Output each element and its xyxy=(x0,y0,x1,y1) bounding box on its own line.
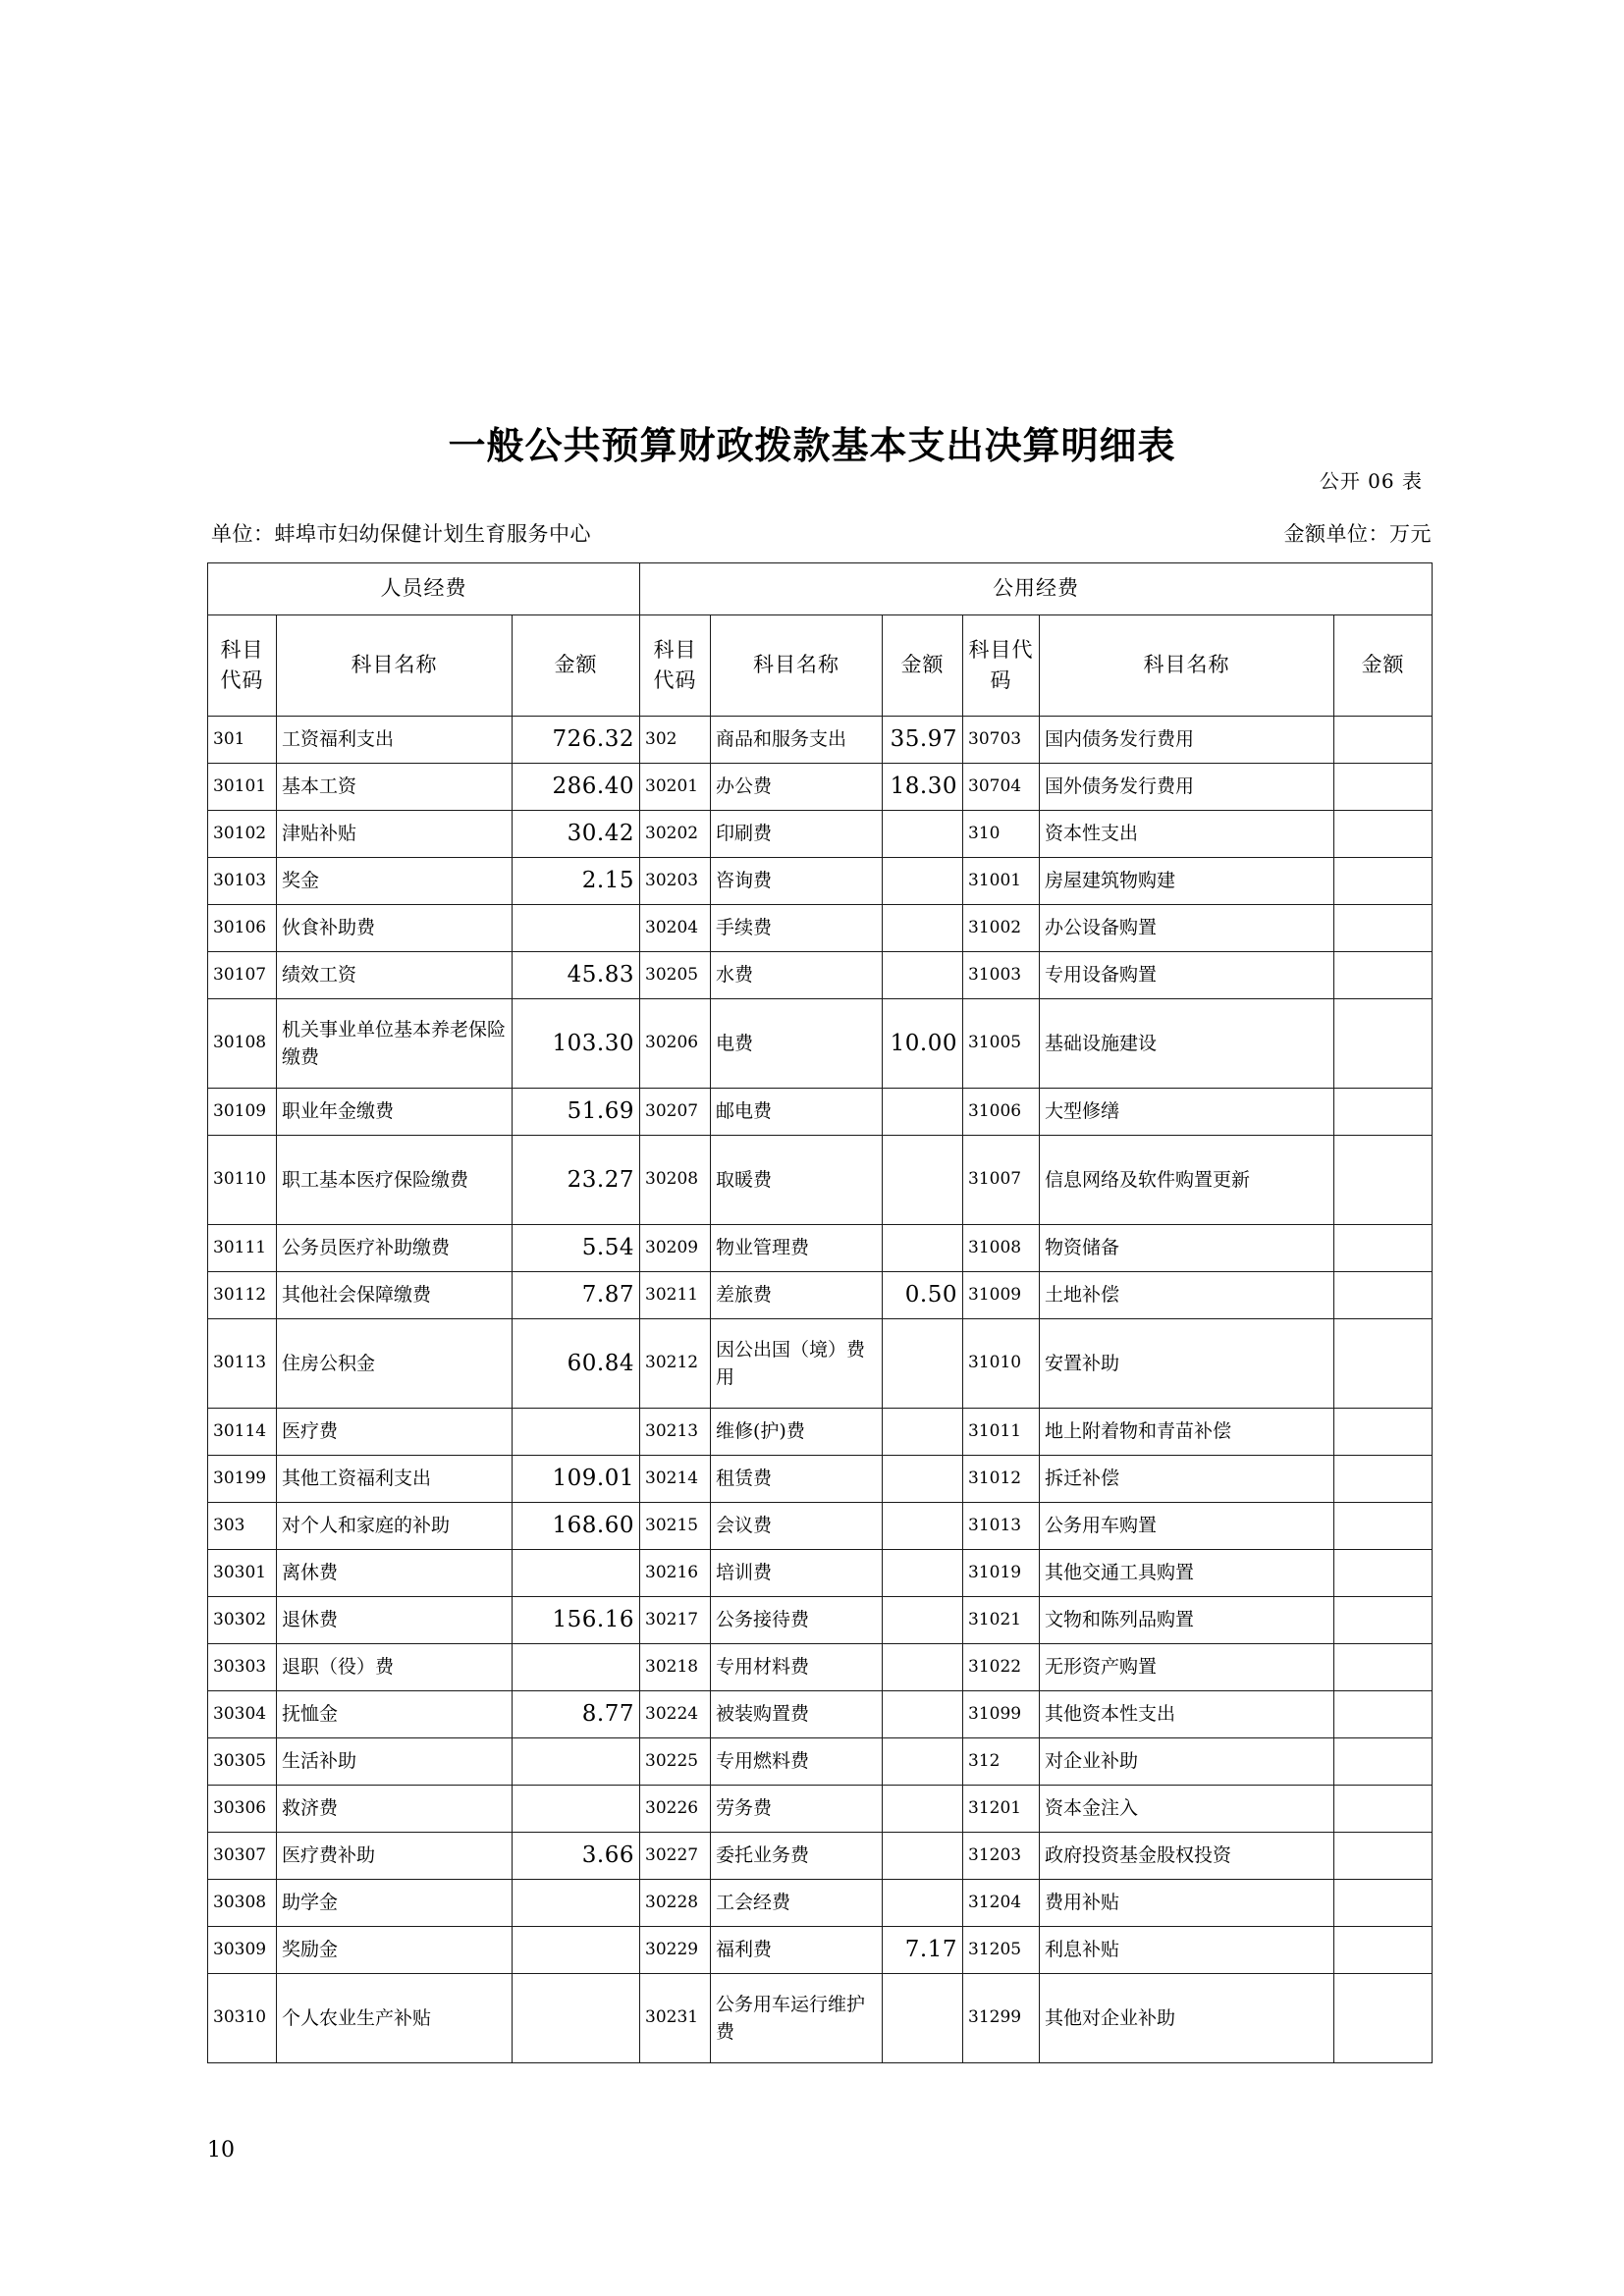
cell-personnel-amount xyxy=(513,1644,640,1691)
cell-capital-name: 费用补贴 xyxy=(1040,1880,1334,1927)
cell-capital-amount xyxy=(1334,1272,1433,1319)
cell-public-name: 专用燃料费 xyxy=(711,1738,883,1786)
page-title: 一般公共预算财政拨款基本支出决算明细表 xyxy=(448,424,1176,468)
cell-personnel-code: 30308 xyxy=(208,1880,277,1927)
table-row xyxy=(208,1089,1433,1136)
table-row xyxy=(208,1136,1433,1225)
cell-public-code: 30209 xyxy=(640,1225,711,1272)
cell-personnel-amount: 8.77 xyxy=(513,1691,640,1738)
cell-personnel-code: 30303 xyxy=(208,1644,277,1691)
cell-capital-code: 31022 xyxy=(963,1644,1040,1691)
cell-personnel-amount xyxy=(513,1409,640,1456)
cell-public-amount xyxy=(883,1786,963,1833)
cell-capital-code: 31019 xyxy=(963,1550,1040,1597)
cell-personnel-name: 其他工资福利支出 xyxy=(277,1456,513,1503)
cell-public-code: 30216 xyxy=(640,1550,711,1597)
cell-personnel-code: 30108 xyxy=(208,999,277,1089)
cell-capital-amount xyxy=(1334,1456,1433,1503)
table-row xyxy=(208,1691,1433,1738)
cell-capital-code: 31007 xyxy=(963,1136,1040,1225)
table-row xyxy=(208,764,1433,811)
cell-public-name: 咨询费 xyxy=(711,858,883,905)
cell-personnel-amount xyxy=(513,1927,640,1974)
cell-public-amount: 0.50 xyxy=(883,1272,963,1319)
cell-personnel-amount: 286.40 xyxy=(513,764,640,811)
cell-capital-code: 31006 xyxy=(963,1089,1040,1136)
cell-personnel-amount: 156.16 xyxy=(513,1597,640,1644)
cell-capital-amount xyxy=(1334,858,1433,905)
cell-public-name: 委托业务费 xyxy=(711,1833,883,1880)
cell-capital-amount xyxy=(1334,952,1433,999)
cell-capital-code: 30704 xyxy=(963,764,1040,811)
cell-capital-name: 大型修缮 xyxy=(1040,1089,1334,1136)
cell-public-name: 劳务费 xyxy=(711,1786,883,1833)
cell-personnel-amount: 60.84 xyxy=(513,1319,640,1409)
cell-personnel-amount: 3.66 xyxy=(513,1833,640,1880)
cell-capital-name: 地上附着物和青苗补偿 xyxy=(1040,1409,1334,1456)
cell-personnel-name: 伙食补助费 xyxy=(277,905,513,952)
cell-public-name: 电费 xyxy=(711,999,883,1089)
cell-public-amount: 10.00 xyxy=(883,999,963,1089)
cell-public-amount xyxy=(883,1974,963,2063)
cell-personnel-name: 职业年金缴费 xyxy=(277,1089,513,1136)
cell-capital-name: 安置补助 xyxy=(1040,1319,1334,1409)
table-row xyxy=(208,1456,1433,1503)
cell-personnel-amount xyxy=(513,1550,640,1597)
cell-capital-code: 31204 xyxy=(963,1880,1040,1927)
cell-capital-name: 其他资本性支出 xyxy=(1040,1691,1334,1738)
cell-capital-name: 办公设备购置 xyxy=(1040,905,1334,952)
cell-personnel-name: 医疗费 xyxy=(277,1409,513,1456)
unit-label: 单位：蚌埠市妇幼保健计划生育服务中心 xyxy=(211,522,591,546)
cell-capital-name: 基础设施建设 xyxy=(1040,999,1334,1089)
cell-capital-amount xyxy=(1334,1691,1433,1738)
cell-personnel-code: 30103 xyxy=(208,858,277,905)
cell-personnel-amount xyxy=(513,905,640,952)
column-header-amount-3: 金额 xyxy=(1334,615,1433,717)
cell-personnel-code: 30304 xyxy=(208,1691,277,1738)
group-header-public: 公用经费 xyxy=(640,563,1433,615)
cell-public-amount xyxy=(883,1409,963,1456)
cell-capital-name: 资本金注入 xyxy=(1040,1786,1334,1833)
cell-personnel-code: 30306 xyxy=(208,1786,277,1833)
cell-capital-amount xyxy=(1334,1550,1433,1597)
cell-capital-amount xyxy=(1334,1880,1433,1927)
cell-capital-code: 31009 xyxy=(963,1272,1040,1319)
cell-public-amount xyxy=(883,952,963,999)
cell-capital-name: 利息补贴 xyxy=(1040,1927,1334,1974)
cell-personnel-name: 基本工资 xyxy=(277,764,513,811)
cell-personnel-code: 30114 xyxy=(208,1409,277,1456)
cell-public-code: 30212 xyxy=(640,1319,711,1409)
cell-capital-name: 其他交通工具购置 xyxy=(1040,1550,1334,1597)
table-head xyxy=(208,563,1433,717)
cell-personnel-name: 退职（役）费 xyxy=(277,1644,513,1691)
cell-personnel-code: 30113 xyxy=(208,1319,277,1409)
cell-capital-amount xyxy=(1334,1089,1433,1136)
cell-public-name: 工会经费 xyxy=(711,1880,883,1927)
table-row xyxy=(208,858,1433,905)
cell-personnel-name: 生活补助 xyxy=(277,1738,513,1786)
cell-capital-amount xyxy=(1334,1644,1433,1691)
cell-capital-code: 31013 xyxy=(963,1503,1040,1550)
cell-personnel-name: 退休费 xyxy=(277,1597,513,1644)
cell-capital-code: 312 xyxy=(963,1738,1040,1786)
cell-personnel-amount: 51.69 xyxy=(513,1089,640,1136)
column-header-amount-1: 金额 xyxy=(513,615,640,717)
cell-public-code: 30228 xyxy=(640,1880,711,1927)
cell-personnel-code: 30110 xyxy=(208,1136,277,1225)
cell-capital-code: 310 xyxy=(963,811,1040,858)
cell-public-name: 公务用车运行维护费 xyxy=(711,1974,883,2063)
cell-public-code: 30205 xyxy=(640,952,711,999)
cell-public-amount xyxy=(883,1550,963,1597)
cell-personnel-name: 个人农业生产补贴 xyxy=(277,1974,513,2063)
cell-capital-code: 31099 xyxy=(963,1691,1040,1738)
cell-capital-amount xyxy=(1334,1597,1433,1644)
cell-public-code: 30227 xyxy=(640,1833,711,1880)
cell-personnel-code: 301 xyxy=(208,717,277,764)
table-row xyxy=(208,1738,1433,1786)
table-row xyxy=(208,1225,1433,1272)
cell-capital-amount xyxy=(1334,717,1433,764)
table-row xyxy=(208,1550,1433,1597)
cell-capital-name: 拆迁补偿 xyxy=(1040,1456,1334,1503)
table-row xyxy=(208,999,1433,1089)
cell-capital-name: 政府投资基金股权投资 xyxy=(1040,1833,1334,1880)
cell-public-amount xyxy=(883,1319,963,1409)
column-header-name-3: 科目名称 xyxy=(1040,615,1334,717)
column-header-amount-2: 金额 xyxy=(883,615,963,717)
cell-personnel-amount: 168.60 xyxy=(513,1503,640,1550)
cell-capital-name: 无形资产购置 xyxy=(1040,1644,1334,1691)
cell-personnel-code: 30102 xyxy=(208,811,277,858)
cell-public-name: 福利费 xyxy=(711,1927,883,1974)
column-header-name-1: 科目名称 xyxy=(277,615,513,717)
cell-public-amount: 35.97 xyxy=(883,717,963,764)
cell-personnel-code: 30305 xyxy=(208,1738,277,1786)
cell-capital-name: 其他对企业补助 xyxy=(1040,1974,1334,2063)
cell-public-code: 30224 xyxy=(640,1691,711,1738)
cell-capital-amount xyxy=(1334,1738,1433,1786)
cell-capital-code: 31010 xyxy=(963,1319,1040,1409)
table-row xyxy=(208,1597,1433,1644)
cell-public-name: 被装购置费 xyxy=(711,1691,883,1738)
cell-personnel-name: 奖金 xyxy=(277,858,513,905)
cell-personnel-amount: 103.30 xyxy=(513,999,640,1089)
cell-personnel-amount: 2.15 xyxy=(513,858,640,905)
cell-capital-name: 房屋建筑物购建 xyxy=(1040,858,1334,905)
cell-public-code: 30203 xyxy=(640,858,711,905)
cell-public-amount xyxy=(883,1833,963,1880)
cell-personnel-code: 30301 xyxy=(208,1550,277,1597)
group-header-row xyxy=(208,563,1433,615)
cell-personnel-code: 30112 xyxy=(208,1272,277,1319)
cell-capital-name: 公务用车购置 xyxy=(1040,1503,1334,1550)
cell-personnel-name: 奖励金 xyxy=(277,1927,513,1974)
table-row xyxy=(208,1319,1433,1409)
cell-capital-name: 国内债务发行费用 xyxy=(1040,717,1334,764)
cell-personnel-name: 医疗费补助 xyxy=(277,1833,513,1880)
budget-table xyxy=(207,562,1433,2063)
cell-public-code: 30231 xyxy=(640,1974,711,2063)
cell-public-amount xyxy=(883,1738,963,1786)
cell-public-name: 办公费 xyxy=(711,764,883,811)
column-header-code-1: 科目代码 xyxy=(208,615,277,717)
cell-personnel-code: 30310 xyxy=(208,1974,277,2063)
cell-public-name: 租赁费 xyxy=(711,1456,883,1503)
cell-capital-amount xyxy=(1334,1833,1433,1880)
table-row xyxy=(208,1644,1433,1691)
table-body xyxy=(208,717,1433,2063)
cell-capital-code: 31008 xyxy=(963,1225,1040,1272)
cell-public-name: 印刷费 xyxy=(711,811,883,858)
cell-public-code: 30204 xyxy=(640,905,711,952)
cell-public-code: 30207 xyxy=(640,1089,711,1136)
cell-public-code: 30225 xyxy=(640,1738,711,1786)
cell-public-name: 因公出国（境）费用 xyxy=(711,1319,883,1409)
cell-capital-name: 物资储备 xyxy=(1040,1225,1334,1272)
cell-personnel-code: 30309 xyxy=(208,1927,277,1974)
cell-personnel-name: 机关事业单位基本养老保险缴费 xyxy=(277,999,513,1089)
cell-personnel-code: 30109 xyxy=(208,1089,277,1136)
cell-personnel-name: 离休费 xyxy=(277,1550,513,1597)
cell-public-code: 30208 xyxy=(640,1136,711,1225)
cell-personnel-name: 助学金 xyxy=(277,1880,513,1927)
cell-public-amount xyxy=(883,1691,963,1738)
cell-personnel-amount xyxy=(513,1974,640,2063)
cell-public-name: 商品和服务支出 xyxy=(711,717,883,764)
cell-capital-code: 31002 xyxy=(963,905,1040,952)
cell-capital-amount xyxy=(1334,1786,1433,1833)
cell-personnel-name: 津贴补贴 xyxy=(277,811,513,858)
column-header-name-2: 科目名称 xyxy=(711,615,883,717)
column-header-code-2: 科目代码 xyxy=(640,615,711,717)
cell-public-code: 30215 xyxy=(640,1503,711,1550)
cell-public-amount: 18.30 xyxy=(883,764,963,811)
cell-personnel-name: 抚恤金 xyxy=(277,1691,513,1738)
cell-public-amount xyxy=(883,811,963,858)
page-number: 10 xyxy=(207,2138,235,2163)
cell-personnel-amount: 23.27 xyxy=(513,1136,640,1225)
cell-public-amount xyxy=(883,1225,963,1272)
cell-capital-name: 国外债务发行费用 xyxy=(1040,764,1334,811)
cell-personnel-code: 30199 xyxy=(208,1456,277,1503)
cell-public-code: 30217 xyxy=(640,1597,711,1644)
cell-personnel-name: 救济费 xyxy=(277,1786,513,1833)
cell-capital-name: 文物和陈列品购置 xyxy=(1040,1597,1334,1644)
cell-capital-code: 31203 xyxy=(963,1833,1040,1880)
cell-capital-name: 专用设备购置 xyxy=(1040,952,1334,999)
table-row xyxy=(208,1880,1433,1927)
cell-capital-amount xyxy=(1334,1225,1433,1272)
cell-personnel-code: 30101 xyxy=(208,764,277,811)
cell-public-code: 30213 xyxy=(640,1409,711,1456)
cell-capital-amount xyxy=(1334,905,1433,952)
cell-public-amount xyxy=(883,858,963,905)
cell-personnel-name: 职工基本医疗保险缴费 xyxy=(277,1136,513,1225)
cell-capital-code: 31005 xyxy=(963,999,1040,1089)
cell-public-code: 30211 xyxy=(640,1272,711,1319)
cell-personnel-code: 30302 xyxy=(208,1597,277,1644)
column-header-row xyxy=(208,615,1433,717)
cell-public-amount xyxy=(883,1456,963,1503)
table-row xyxy=(208,1409,1433,1456)
cell-public-code: 30226 xyxy=(640,1786,711,1833)
table-row xyxy=(208,952,1433,999)
cell-capital-name: 对企业补助 xyxy=(1040,1738,1334,1786)
cell-personnel-amount xyxy=(513,1786,640,1833)
cell-capital-code: 30703 xyxy=(963,717,1040,764)
table-row xyxy=(208,1272,1433,1319)
cell-public-code: 302 xyxy=(640,717,711,764)
cell-public-amount xyxy=(883,1597,963,1644)
cell-public-name: 物业管理费 xyxy=(711,1225,883,1272)
cell-capital-amount xyxy=(1334,1136,1433,1225)
cell-personnel-amount: 726.32 xyxy=(513,717,640,764)
cell-personnel-name: 绩效工资 xyxy=(277,952,513,999)
cell-capital-amount xyxy=(1334,811,1433,858)
table-row xyxy=(208,1927,1433,1974)
cell-personnel-amount xyxy=(513,1738,640,1786)
cell-personnel-name: 住房公积金 xyxy=(277,1319,513,1409)
cell-personnel-amount: 45.83 xyxy=(513,952,640,999)
cell-capital-amount xyxy=(1334,1319,1433,1409)
table-row xyxy=(208,717,1433,764)
cell-public-name: 会议费 xyxy=(711,1503,883,1550)
cell-public-amount: 7.17 xyxy=(883,1927,963,1974)
cell-capital-code: 31012 xyxy=(963,1456,1040,1503)
cell-personnel-code: 30307 xyxy=(208,1833,277,1880)
cell-capital-code: 31003 xyxy=(963,952,1040,999)
cell-capital-code: 31011 xyxy=(963,1409,1040,1456)
cell-public-code: 30201 xyxy=(640,764,711,811)
cell-public-amount xyxy=(883,1644,963,1691)
column-header-code-3: 科目代码 xyxy=(963,615,1040,717)
cell-capital-code: 31021 xyxy=(963,1597,1040,1644)
table-row xyxy=(208,1974,1433,2063)
table-row xyxy=(208,1503,1433,1550)
cell-capital-code: 31001 xyxy=(963,858,1040,905)
cell-personnel-code: 30107 xyxy=(208,952,277,999)
cell-personnel-code: 30106 xyxy=(208,905,277,952)
cell-personnel-amount xyxy=(513,1880,640,1927)
cell-personnel-amount: 7.87 xyxy=(513,1272,640,1319)
cell-public-code: 30202 xyxy=(640,811,711,858)
cell-public-amount xyxy=(883,905,963,952)
cell-capital-code: 31299 xyxy=(963,1974,1040,2063)
cell-public-amount xyxy=(883,1136,963,1225)
meta-row xyxy=(211,518,1432,548)
group-header-personnel: 人员经费 xyxy=(208,563,640,615)
cell-public-name: 专用材料费 xyxy=(711,1644,883,1691)
budget-table-container xyxy=(207,562,1432,2063)
cell-personnel-name: 其他社会保障缴费 xyxy=(277,1272,513,1319)
cell-public-code: 30218 xyxy=(640,1644,711,1691)
table-row xyxy=(208,1786,1433,1833)
cell-public-amount xyxy=(883,1503,963,1550)
table-row xyxy=(208,811,1433,858)
cell-public-name: 取暖费 xyxy=(711,1136,883,1225)
cell-capital-name: 土地补偿 xyxy=(1040,1272,1334,1319)
cell-public-code: 30229 xyxy=(640,1927,711,1974)
cell-capital-amount xyxy=(1334,1409,1433,1456)
cell-personnel-code: 30111 xyxy=(208,1225,277,1272)
cell-personnel-amount: 30.42 xyxy=(513,811,640,858)
cell-personnel-name: 工资福利支出 xyxy=(277,717,513,764)
cell-public-amount xyxy=(883,1880,963,1927)
cell-public-name: 公务接待费 xyxy=(711,1597,883,1644)
cell-personnel-amount: 109.01 xyxy=(513,1456,640,1503)
cell-capital-amount xyxy=(1334,1974,1433,2063)
cell-capital-amount xyxy=(1334,1503,1433,1550)
cell-personnel-name: 对个人和家庭的补助 xyxy=(277,1503,513,1550)
cell-capital-amount xyxy=(1334,764,1433,811)
cell-personnel-name: 公务员医疗补助缴费 xyxy=(277,1225,513,1272)
cell-capital-code: 31205 xyxy=(963,1927,1040,1974)
cell-public-name: 培训费 xyxy=(711,1550,883,1597)
cell-public-name: 维修(护)费 xyxy=(711,1409,883,1456)
cell-public-name: 手续费 xyxy=(711,905,883,952)
table-row xyxy=(208,905,1433,952)
table-row xyxy=(208,1833,1433,1880)
cell-capital-name: 信息网络及软件购置更新 xyxy=(1040,1136,1334,1225)
cell-personnel-code: 303 xyxy=(208,1503,277,1550)
cell-public-amount xyxy=(883,1089,963,1136)
amount-unit-label: 金额单位：万元 xyxy=(1283,522,1432,546)
cell-public-name: 差旅费 xyxy=(711,1272,883,1319)
cell-public-name: 水费 xyxy=(711,952,883,999)
cell-capital-amount xyxy=(1334,1927,1433,1974)
form-number-label: 公开 06 表 xyxy=(1319,469,1423,493)
cell-public-code: 30214 xyxy=(640,1456,711,1503)
cell-public-name: 邮电费 xyxy=(711,1089,883,1136)
cell-personnel-amount: 5.54 xyxy=(513,1225,640,1272)
cell-capital-code: 31201 xyxy=(963,1786,1040,1833)
cell-capital-amount xyxy=(1334,999,1433,1089)
cell-public-code: 30206 xyxy=(640,999,711,1089)
cell-capital-name: 资本性支出 xyxy=(1040,811,1334,858)
